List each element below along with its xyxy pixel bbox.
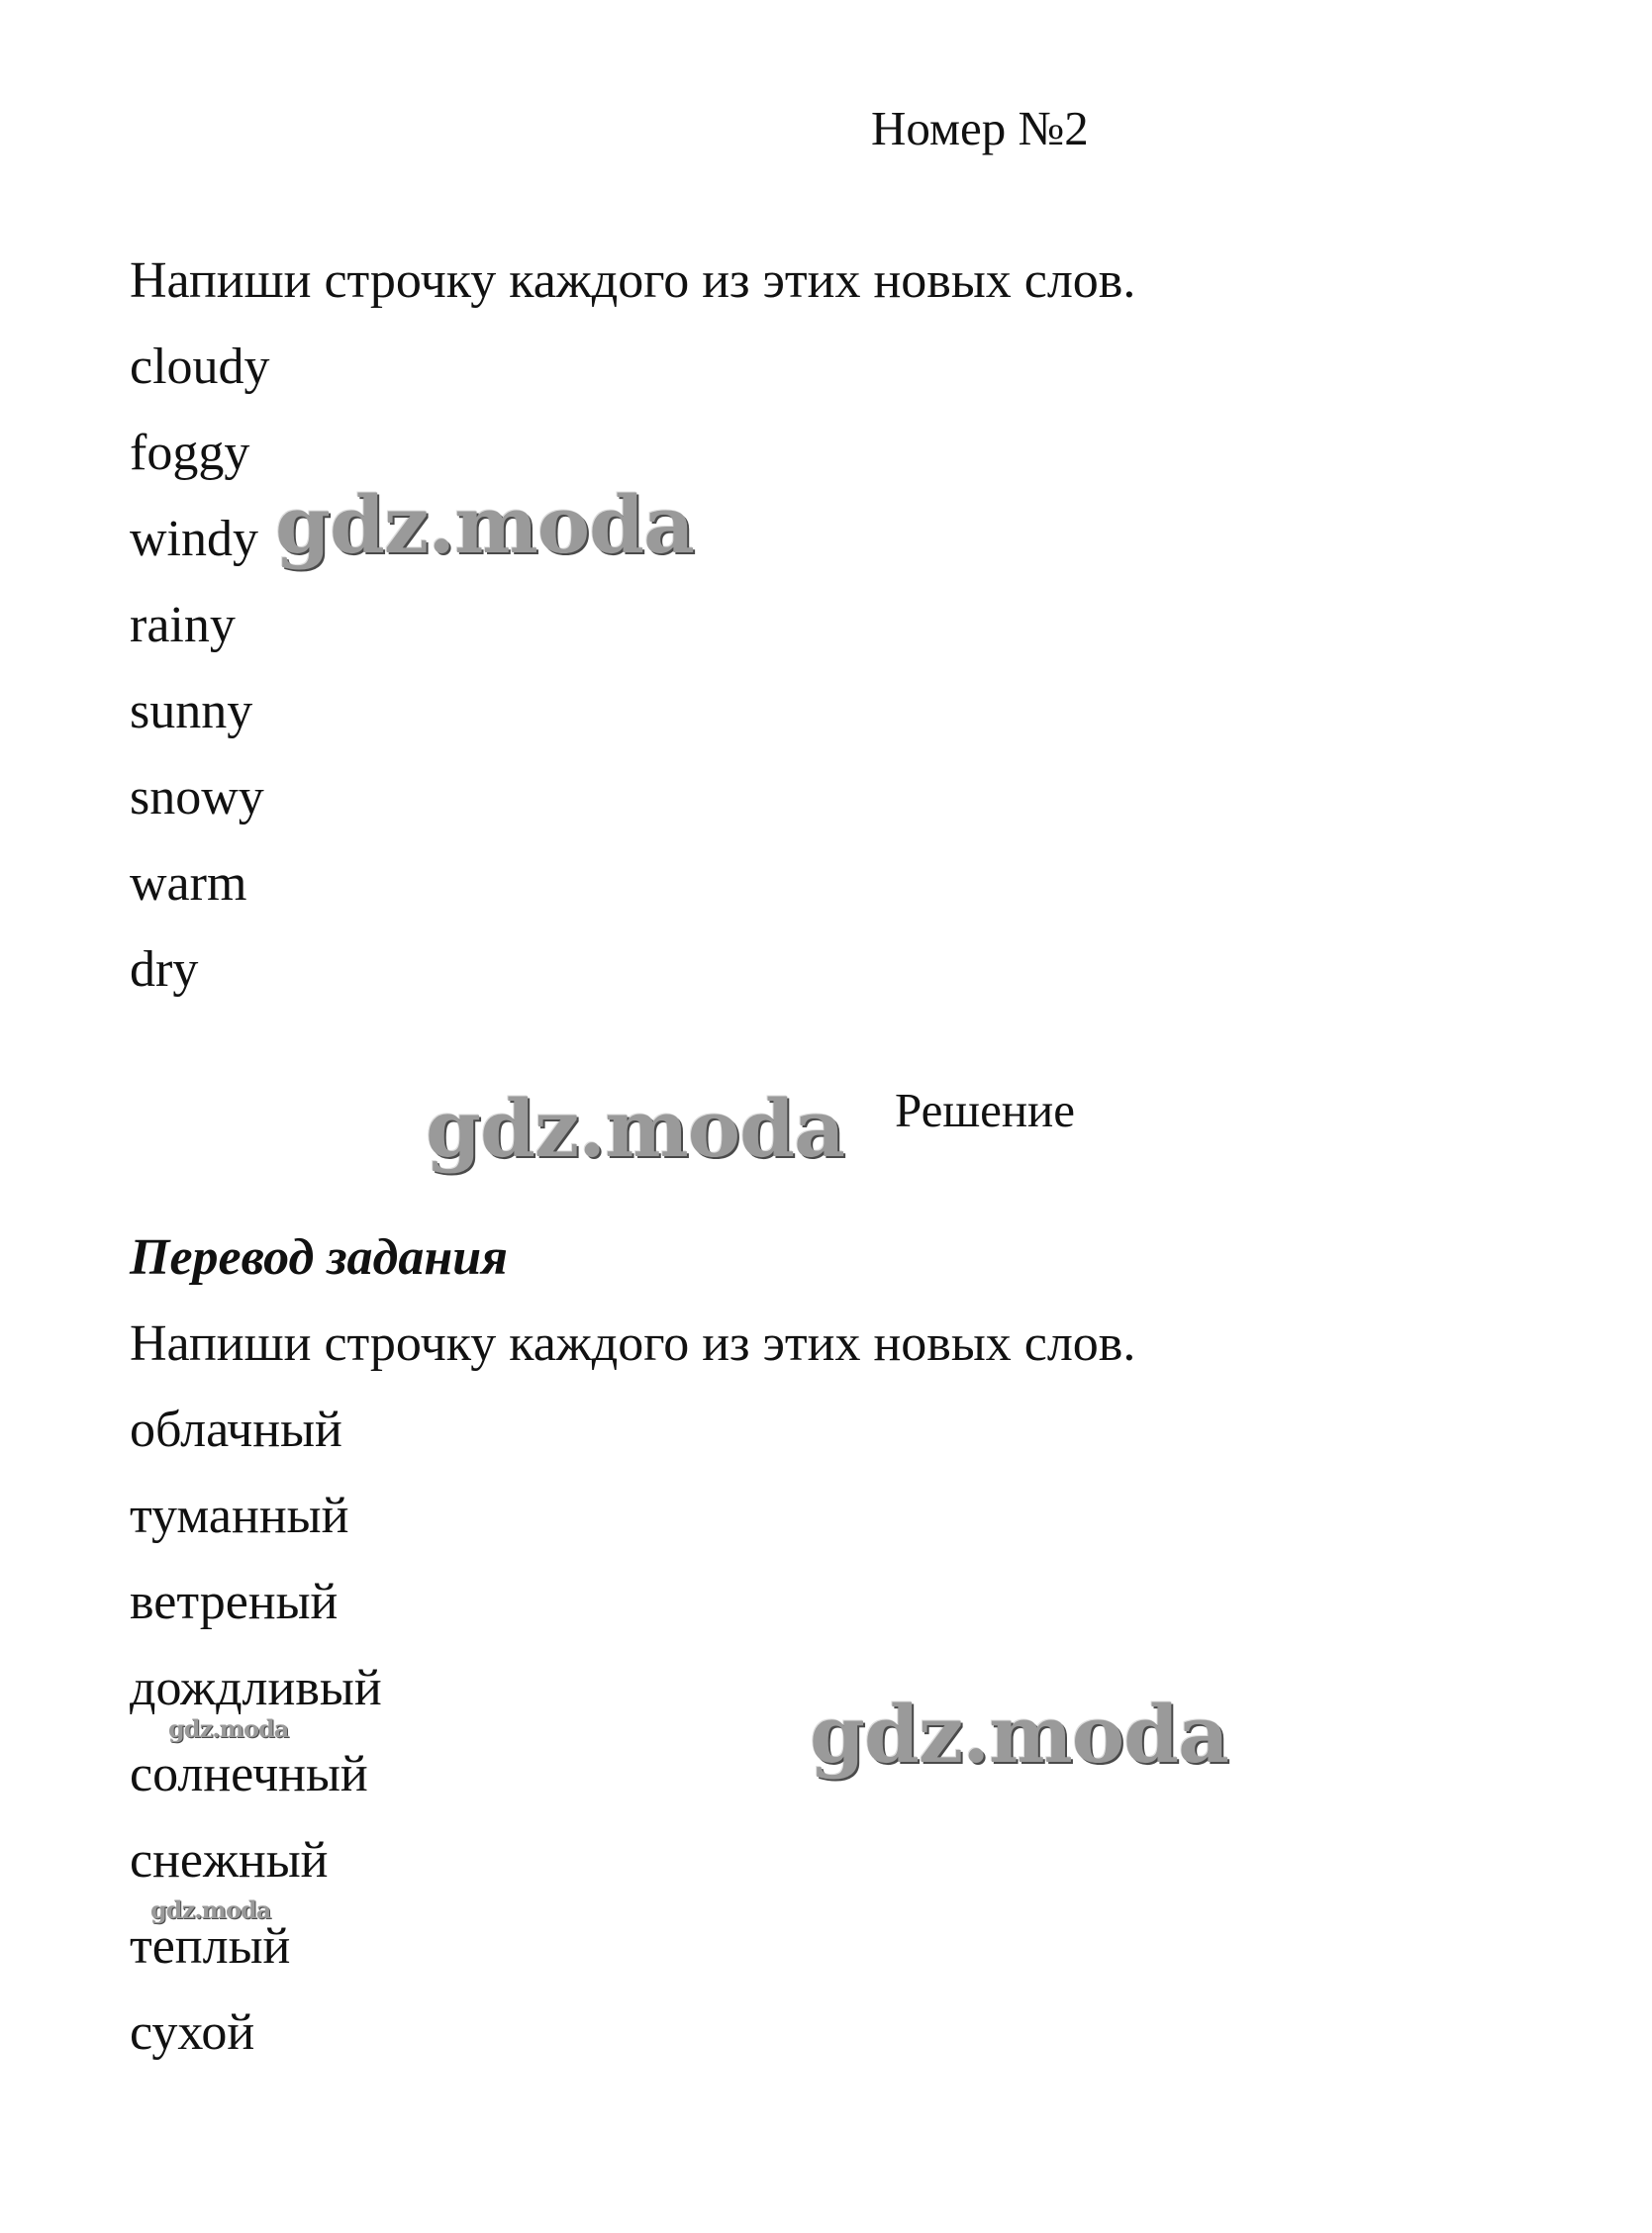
watermark-logo-small: gdz.moda bbox=[150, 1895, 271, 1924]
task-word-sunny: sunny bbox=[130, 683, 253, 739]
solution-label: Решение bbox=[895, 1083, 1076, 1137]
translation-instruction: Напиши строчку каждого из этих новых слов. bbox=[130, 1315, 1136, 1372]
translation-word-tumanny: туманный bbox=[130, 1488, 349, 1544]
translation-word-dozhdlivy: дождливый bbox=[130, 1660, 382, 1716]
translation-word-teply: теплый bbox=[130, 1918, 291, 1975]
watermark-logo: gdz.moda bbox=[810, 1688, 1228, 1781]
watermark-logo: gdz.moda bbox=[275, 478, 694, 571]
task-word-snowy: snowy bbox=[130, 769, 264, 825]
translation-word-oblachny: облачный bbox=[130, 1402, 342, 1458]
task-word-dry: dry bbox=[130, 941, 199, 998]
translation-word-snezhny: снежный bbox=[130, 1832, 329, 1889]
task-word-warm: warm bbox=[130, 855, 247, 912]
watermark-logo-small: gdz.moda bbox=[168, 1714, 289, 1743]
task-word-cloudy: cloudy bbox=[130, 339, 270, 395]
translation-word-sukhoy: сухой bbox=[130, 2004, 255, 2061]
translation-title: Перевод задания bbox=[130, 1229, 508, 1286]
task-word-foggy: foggy bbox=[130, 425, 250, 481]
task-word-windy: windy bbox=[130, 511, 258, 567]
translation-word-solnechny: солнечный bbox=[130, 1746, 368, 1802]
task-word-rainy: rainy bbox=[130, 597, 236, 653]
watermark-logo: gdz.moda bbox=[426, 1082, 844, 1175]
page-heading: Номер №2 bbox=[871, 101, 1089, 155]
task-instruction: Напиши строчку каждого из этих новых слов. bbox=[130, 252, 1136, 309]
translation-word-vetreny: ветреный bbox=[130, 1574, 339, 1630]
